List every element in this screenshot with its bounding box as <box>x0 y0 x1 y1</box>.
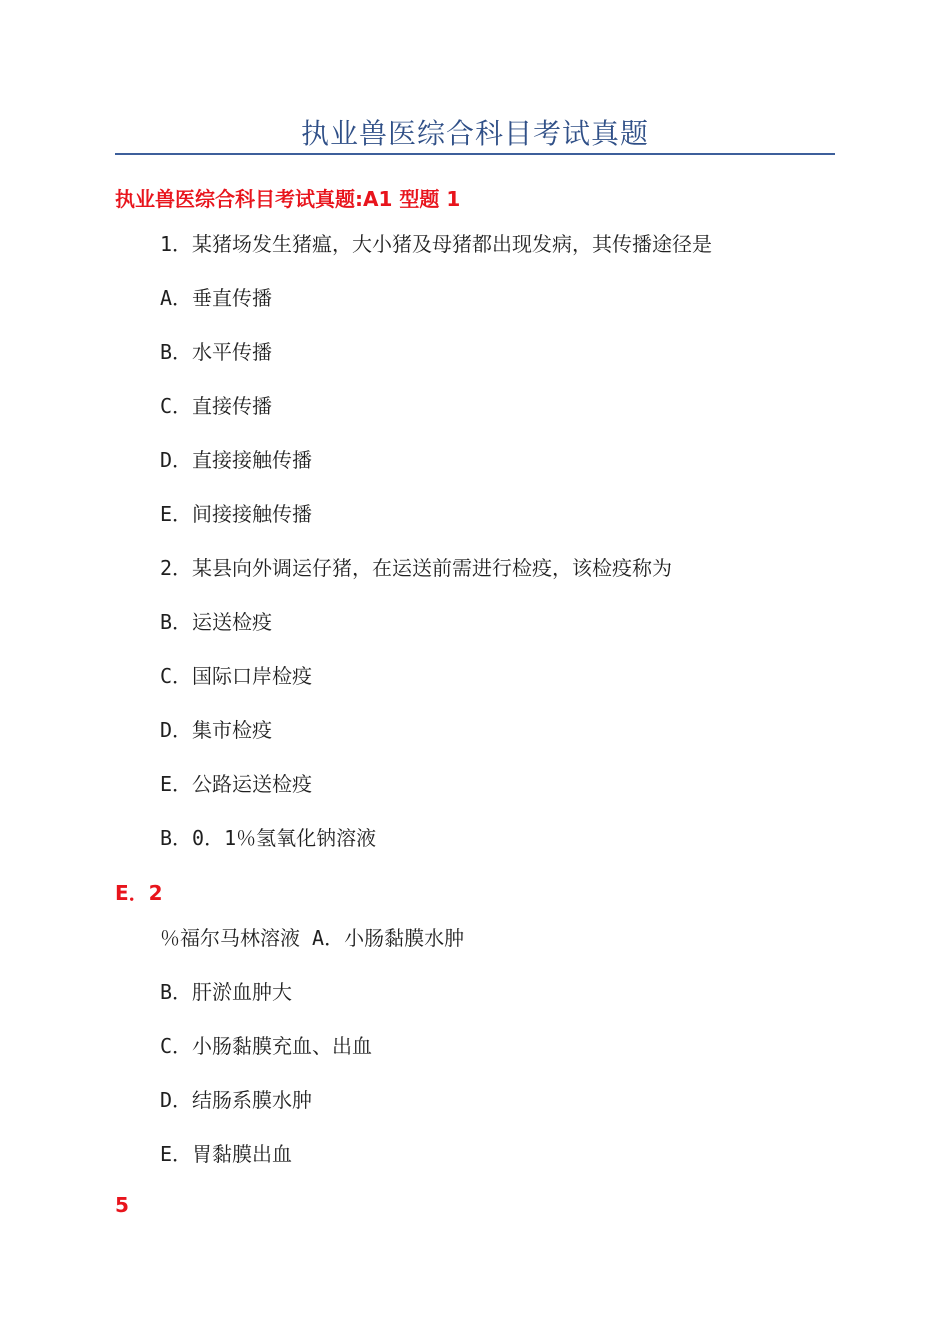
option-d-mesentery: D．结肠系膜水肿 <box>160 1088 313 1112</box>
formalin-line: ％福尔马林溶液 A．小肠黏膜水肿 <box>160 926 465 950</box>
question-1-option-a: A．垂直传播 <box>160 286 273 310</box>
option-b-liver: B．肝淤血肿大 <box>160 980 293 1004</box>
option-c-intestine: C．小肠黏膜充血、出血 <box>160 1034 373 1058</box>
option-b-naoh: B．0．1％氢氧化钠溶液 <box>160 826 377 850</box>
question-2-option-b: B．运送检疫 <box>160 610 273 634</box>
question-1-option-b: B．水平传播 <box>160 340 273 364</box>
question-2-option-e: E．公路运送检疫 <box>160 772 313 796</box>
red-heading-e2: E．2 <box>115 881 163 905</box>
red-heading-5: 5 <box>115 1193 129 1217</box>
option-e-stomach: E．胃黏膜出血 <box>160 1142 293 1166</box>
question-1-option-c: C．直接传播 <box>160 394 273 418</box>
question-1-option-d: D．直接接触传播 <box>160 448 313 472</box>
document-title: 执业兽医综合科目考试真题 <box>300 117 649 150</box>
title-underline <box>115 153 835 155</box>
question-2-option-d: D．集市检疫 <box>160 718 273 742</box>
question-1-stem: 1．某猪场发生猪瘟，大小猪及母猪都出现发病，其传播途径是 <box>160 232 713 256</box>
question-2-stem: 2．某县向外调运仔猪，在运送前需进行检疫，该检疫称为 <box>160 556 673 580</box>
section-heading: 执业兽医综合科目考试真题:A1 型题 1 <box>115 187 461 211</box>
question-1-option-e: E．间接接触传播 <box>160 502 313 526</box>
question-2-option-c: C．国际口岸检疫 <box>160 664 313 688</box>
